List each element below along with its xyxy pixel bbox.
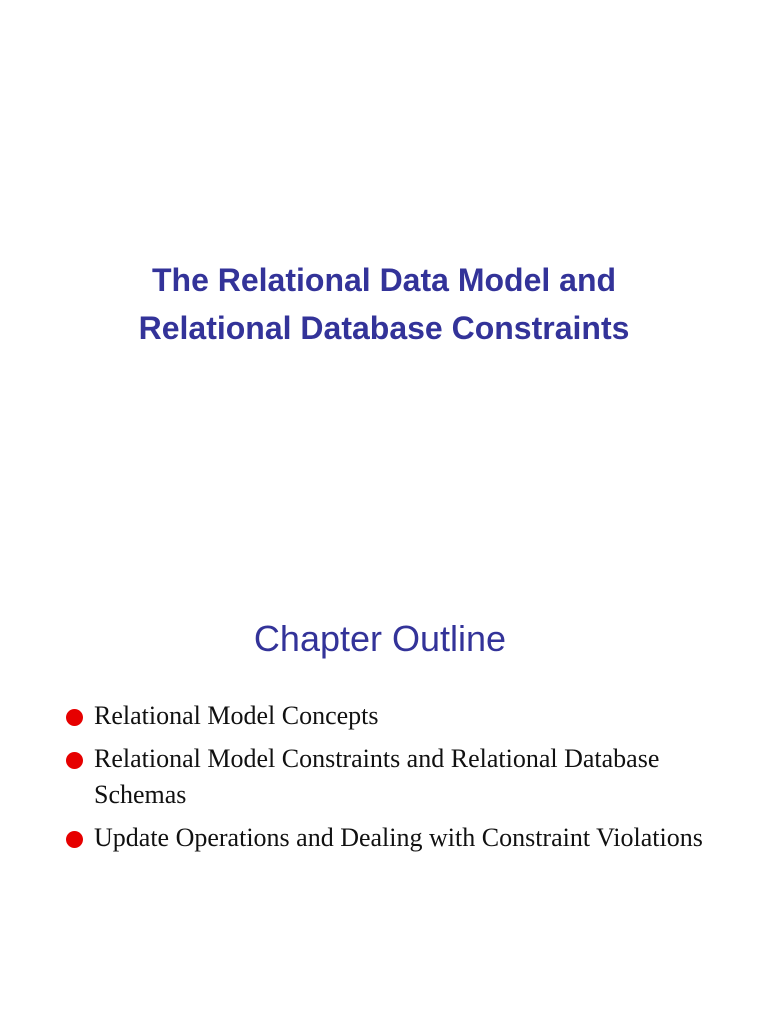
red-bullet-icon [66,752,83,769]
outline-list [66,698,756,863]
outline-item [66,698,756,734]
outline-item [66,741,756,813]
outline-item-text: Relational Model Constraints and Relational Database Schemas [94,744,660,809]
outline-item-text: Relational Model Concepts [94,701,379,730]
outline-item [66,820,756,856]
red-bullet-icon [66,831,83,848]
outline-item-text: Update Operations and Dealing with Constraint Violations [94,823,703,852]
red-bullet-icon [66,709,83,726]
slide-title-line-2: Relational Database Constraints [138,310,630,346]
slide-title-line-1: The Relational Data Model and [151,262,617,298]
slide-title [0,256,768,352]
chapter-outline-heading: Chapter Outline [253,618,507,659]
